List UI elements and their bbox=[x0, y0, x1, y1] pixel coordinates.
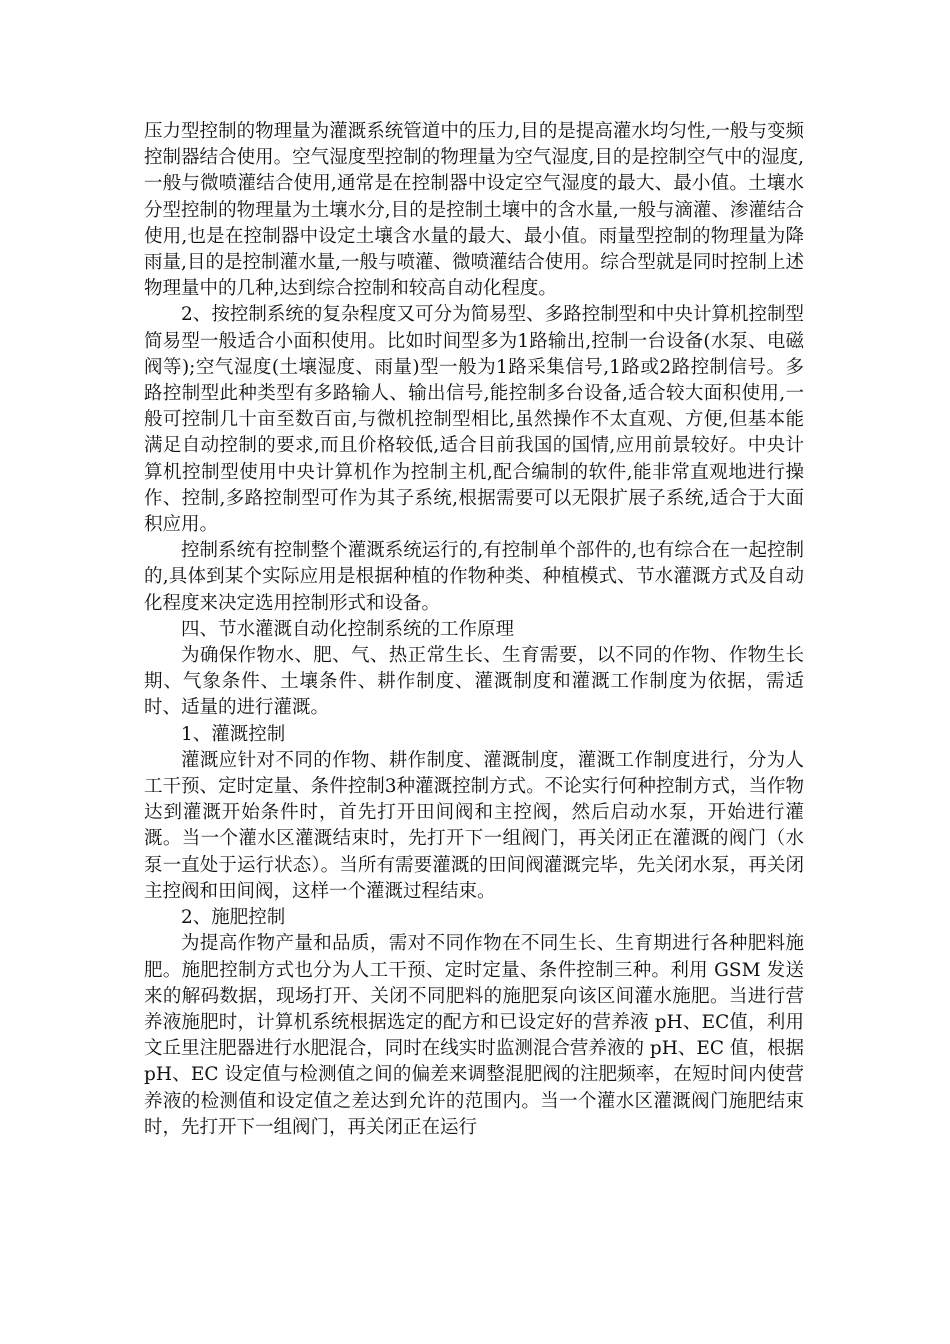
document-body bbox=[144, 119, 804, 1141]
paragraph-principle-intro: 为确保作物水、肥、气、热正常生长、生育需要，以不同的作物、作物生长期、气象条件、土壤条件、耕作制度、灌溉制度和灌溉工作制度为依据，需适时、适量的进行灌溉。 bbox=[144, 645, 804, 719]
section-heading-working-principle: 四、节水灌溉自动化控制系统的工作原理 bbox=[181, 618, 515, 640]
paragraph-control-scope: 控制系统有控制整个灌溉系统运行的,有控制单个部件的,也有综合在一起控制的,具体到某个实际应用是根据种植的作物种类、种植模式、节水灌溉方式及自动化程度来决定选用控制形式和设备。 bbox=[144, 540, 804, 614]
paragraph-pressure-control: 压力型控制的物理量为灌溉系统管道中的压力,目的是提高灌水均匀性,一般与变频控制器结合使用。空气湿度型控制的物理量为空气湿度,目的是控制空气中的湿度,一般与微喷灌结合使用,通常是在控制器中设定空气湿度的最大、最小值。土壤水分型控制的物理量为土壤水分,目的是控制土壤中的含水量,一般与滴灌、渗灌结合使用,也是在控制器中设定土壤含水量的最大、最小值。雨量型控制的物理量为降雨量,目的是控制灌水量,一般与喷灌、微喷灌结合使用。综合型就是同时控制上述物理量中的几种,达到综合控制和较高自动化程度。 bbox=[144, 121, 804, 300]
paragraph-fertilization-control: 为提高作物产量和品质，需对不同作物在不同生长、生育期进行各种肥料施肥。施肥控制方式也分为人工干预、定时定量、条件控制三种。利用 GSM 发送来的解码数据，现场打开、关闭不同肥料的施肥泵向该区间灌水施肥。当进行营养液施肥时，计算机系统根据选定的配方和已设定好的营养液 pH、EC值，利用文丘里注肥器进行水肥混合，同时在线实时监测混合营养液的 pH、EC 值，根据pH、EC 设定值与检测值之间的偏差来调整混肥阀的注肥频率，在短时间内使营养液的检测值和设定值之差达到允许的范围内。当一个灌水区灌溉阀门施肥结束时，先打开下一组阀门，再关闭正在运行 bbox=[144, 933, 804, 1138]
subheading-fertilization-control: 2、施肥控制 bbox=[181, 907, 286, 929]
paragraph-irrigation-control: 灌溉应针对不同的作物、耕作制度、灌溉制度，灌溉工作制度进行，分为人工干预、定时定量、条件控制3种灌溉控制方式。不论实行何种控制方式，当作物达到灌溉开始条件时，首先打开田间阀和主控阀，然后启动水泵，开始进行灌溉。当一个灌水区灌溉结束时，先打开下一组阀门，再关闭正在灌溉的阀门（水泵一直处于运行状态）。当所有需要灌溉的田间阀灌溉完毕，先关闭水泵，再关闭主控阀和田间阀，这样一个灌溉过程结束。 bbox=[144, 749, 804, 902]
paragraph-complexity-types: 2、按控制系统的复杂程度又可分为简易型、多路控制型和中央计算机控制型简易型一般适合小面积使用。比如时间型多为1路输出,控制一台设备(水泵、电磁阀等);空气湿度(土壤湿度、雨量)型一般为1路采集信号,1路或2路控制信号。多路控制型此种类型有多路输人、输出信号,能控制多台设备,适合较大面积使用,一般可控制几十亩至数百亩,与微机控制型相比,虽然操作不太直观、方便,但基本能满足自动控制的要求,而且价格较低,适合目前我国的国情,应用前景较好。中央计算机控制型使用中央计算机作为控制主机,配合编制的软件,能非常直观地进行操作、控制,多路控制型可作为其子系统,根据需要可以无限扩展子系统,适合于大面积应用。 bbox=[144, 304, 804, 536]
subheading-irrigation-control: 1、灌溉控制 bbox=[181, 723, 286, 745]
